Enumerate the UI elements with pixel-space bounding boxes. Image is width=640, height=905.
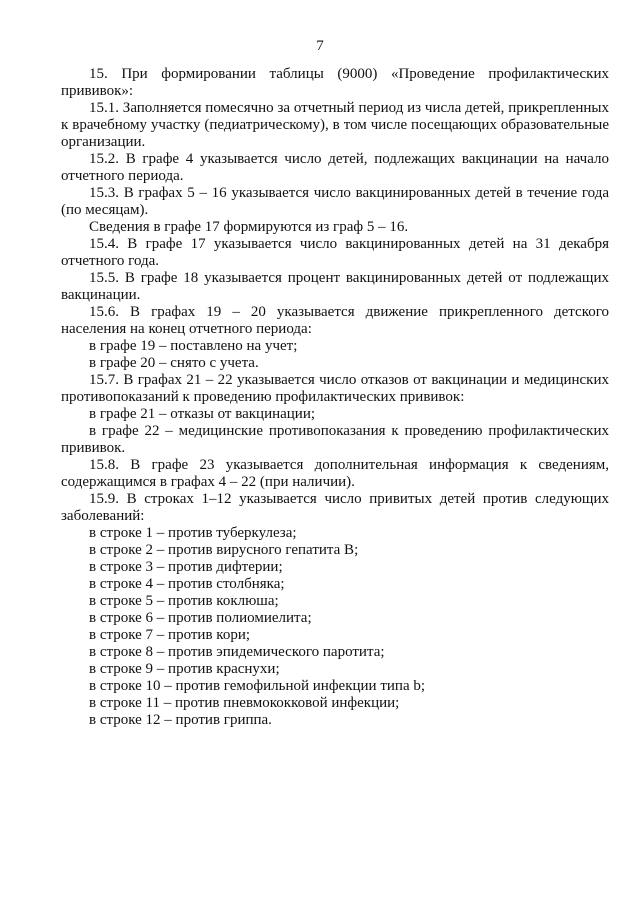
list-item-graph-22: в графе 22 – медицинские противопоказания к проведению профилактических прививок. — [61, 423, 609, 456]
paragraph-15: 15. При формировании таблицы (9000) «Проведение профилактических прививок»: — [61, 66, 609, 99]
paragraph-15-3: 15.3. В графах 5 – 16 указывается число вакцинированных детей в течение года (по месяцам). — [61, 185, 609, 218]
paragraph-15-2: 15.2. В графе 4 указывается число детей, подлежащих вакцинации на начало отчетного периода. — [61, 151, 609, 184]
paragraph-15-7: 15.7. В графах 21 – 22 указывается число отказов от вакцинации и медицинских противопоказаний к проведению профилактических прививок: — [61, 372, 609, 405]
list-item-row-5: в строке 5 – против коклюша; — [89, 593, 279, 609]
list-item-graph-21: в графе 21 – отказы от вакцинации; — [89, 406, 316, 422]
list-item-row-9: в строке 9 – против краснухи; — [89, 661, 280, 677]
page-number: 7 — [316, 38, 324, 54]
paragraph-15-6: 15.6. В графах 19 – 20 указывается движение прикрепленного детского населения на конец отчетного периода: — [61, 304, 609, 337]
list-item-row-2: в строке 2 – против вирусного гепатита В; — [89, 542, 359, 558]
paragraph-15-5: 15.5. В графе 18 указывается процент вакцинированных детей от подлежащих вакцинации. — [61, 270, 609, 303]
list-item-graph-19: в графе 19 – поставлено на учет; — [89, 338, 298, 354]
document-body — [61, 66, 609, 729]
paragraph-15-8: 15.8. В графе 23 указывается дополнительная информация к сведениям, содержащимся в графах 4 – 22 (при наличии). — [61, 457, 609, 490]
paragraph-graph-17-note: Сведения в графе 17 формируются из граф 5 – 16. — [89, 219, 409, 235]
paragraph-15-9: 15.9. В строках 1–12 указывается число привитых детей против следующих заболеваний: — [61, 491, 609, 524]
list-item-graph-20: в графе 20 – снято с учета. — [89, 355, 259, 371]
list-item-row-1: в строке 1 – против туберкулеза; — [89, 525, 297, 541]
list-item-row-3: в строке 3 – против дифтерии; — [89, 559, 283, 575]
list-item-row-12: в строке 12 – против гриппа. — [89, 712, 272, 728]
paragraph-15-1: 15.1. Заполняется помесячно за отчетный период из числа детей, прикрепленных к врачебному участку (педиатрическому), в том числе посещающих образовательные организации. — [61, 100, 609, 150]
list-item-row-7: в строке 7 – против кори; — [89, 627, 251, 643]
list-item-row-6: в строке 6 – против полиомиелита; — [89, 610, 312, 626]
list-item-row-4: в строке 4 – против столбняка; — [89, 576, 285, 592]
list-item-row-11: в строке 11 – против пневмококковой инфекции; — [89, 695, 400, 711]
list-item-row-8: в строке 8 – против эпидемического паротита; — [89, 644, 385, 660]
list-item-row-10: в строке 10 – против гемофильной инфекции типа b; — [89, 678, 426, 694]
paragraph-15-4: 15.4. В графе 17 указывается число вакцинированных детей на 31 декабря отчетного года. — [61, 236, 609, 269]
